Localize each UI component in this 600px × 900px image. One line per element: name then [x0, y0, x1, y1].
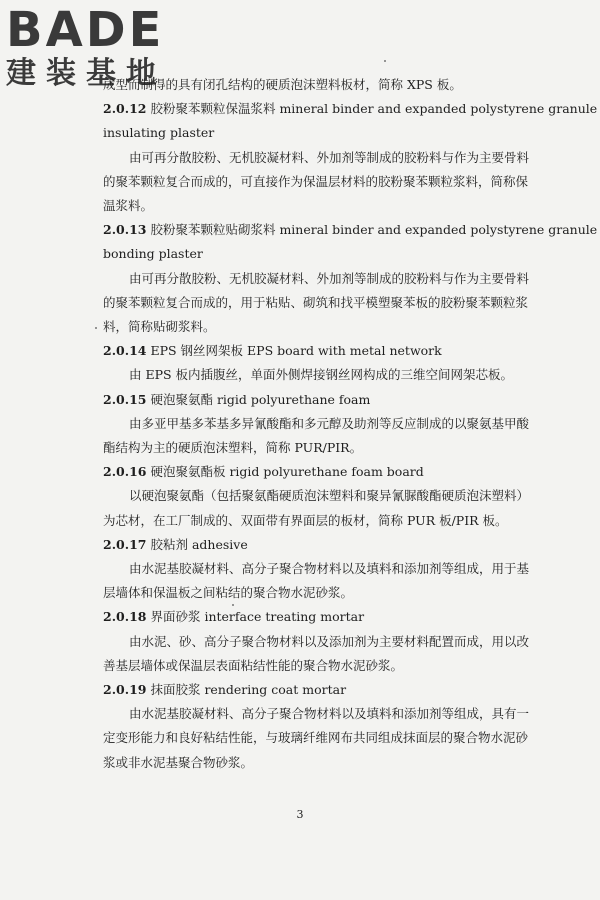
body-text-line: 以硬泡聚氨酯（包括聚氨酯硬质泡沫塑料和聚异氰脲酸酯硬质泡沫塑料） [129, 488, 530, 504]
scan-speck [95, 327, 97, 329]
body-text-line: 料，简称贴砌浆料。 [103, 319, 216, 335]
term-number: 2.0.14 [103, 343, 147, 359]
term-number: 2.0.13 [103, 222, 147, 238]
body-text-line: 层墙体和保温板之间粘结的聚合物水泥砂浆。 [103, 585, 354, 601]
body-text-line: 成型而制得的具有闭孔结构的硬质泡沫塑料板材，简称 XPS 板。 [103, 77, 462, 92]
term-heading [103, 218, 598, 242]
scan-speck [384, 60, 386, 62]
term-number: 2.0.19 [103, 682, 147, 698]
body-text-line: 由水泥基胶凝材料、高分子聚合物材料以及填料和添加剂等组成，用于基 [129, 561, 530, 577]
body-text-line: 由可再分散胶粉、无机胶凝材料、外加剂等制成的胶粉料与作为主要骨料 [129, 270, 530, 286]
term-number: 2.0.18 [103, 609, 147, 625]
body-text-line: 为芯材，在工厂制成的、双面带有界面层的板材，简称 PUR 板/PIR 板。 [103, 512, 508, 528]
body-text-line: bonding plaster [103, 246, 203, 262]
term-heading [103, 97, 598, 121]
term-heading [103, 533, 553, 557]
term-title: 界面砂浆 interface treating mortar [150, 609, 365, 625]
term-heading [103, 460, 553, 484]
term-number: 2.0.12 [103, 101, 147, 117]
term-title: 胶粉聚苯颗粒贴砌浆料 mineral binder and expanded polystyrene granule [150, 222, 598, 238]
term-heading [103, 678, 553, 702]
term-title: 胶粉聚苯颗粒保温浆料 mineral binder and expanded polystyrene granule [150, 101, 598, 117]
logo-subtitle: 建装基地 [6, 56, 166, 91]
body-text-line: 由可再分散胶粉、无机胶凝材料、外加剂等制成的胶粉料与作为主要骨料 [129, 149, 530, 165]
term-title: 硬泡聚氨酯板 rigid polyurethane foam board [150, 464, 424, 480]
term-title: 抹面胶浆 rendering coat mortar [150, 682, 347, 698]
logo-wordmark: BADE [6, 2, 165, 58]
body-text-line: 由多亚甲基多苯基多异氰酸酯和多元醇及助剂等反应制成的以聚氨基甲酸 [129, 415, 530, 431]
term-title: 硬泡聚氨酯 rigid polyurethane foam [150, 391, 371, 407]
body-text-line: 温浆料。 [103, 198, 154, 214]
term-title: EPS 钢丝网架板 EPS board with metal network [150, 343, 442, 359]
body-text-line: 由水泥基胶凝材料、高分子聚合物材料以及填料和添加剂等组成，具有一 [129, 706, 530, 722]
term-number: 2.0.15 [103, 391, 147, 407]
term-heading [103, 339, 553, 363]
body-text-line: insulating plaster [103, 125, 215, 141]
body-text-line: 的聚苯颗粒复合而成的，可直接作为保温层材料的胶粉聚苯颗粒浆料，简称保 [103, 173, 529, 189]
body-text-line: 善基层墙体或保温层表面粘结性能的聚合物水泥砂浆。 [103, 657, 404, 673]
body-text-line: 浆或非水泥基聚合物砂浆。 [103, 754, 254, 770]
page-number: 3 [296, 808, 304, 821]
body-text-line: 的聚苯颗粒复合而成的，用于粘贴、砌筑和找平模塑聚苯板的胶粉聚苯颗粒浆 [103, 294, 529, 310]
body-text-line: 由 EPS 板内插腹丝，单面外侧焊接钢丝网构成的三维空间网架芯板。 [129, 367, 514, 383]
term-heading [103, 605, 553, 629]
term-number: 2.0.16 [103, 464, 147, 480]
term-heading [103, 388, 553, 412]
term-number: 2.0.17 [103, 536, 147, 552]
body-text-line: 酯结构为主的硬质泡沫塑料，简称 PUR/PIR。 [103, 440, 363, 456]
term-title: 胶粘剂 adhesive [150, 536, 248, 552]
body-text-line: 定变形能力和良好粘结性能，与玻璃纤维网布共同组成抹面层的聚合物水泥砂 [103, 730, 529, 746]
scan-speck [232, 604, 234, 606]
body-text-line: 由水泥、砂、高分子聚合物材料以及添加剂为主要材料配置而成，用以改 [129, 633, 530, 649]
document-body [103, 73, 598, 775]
